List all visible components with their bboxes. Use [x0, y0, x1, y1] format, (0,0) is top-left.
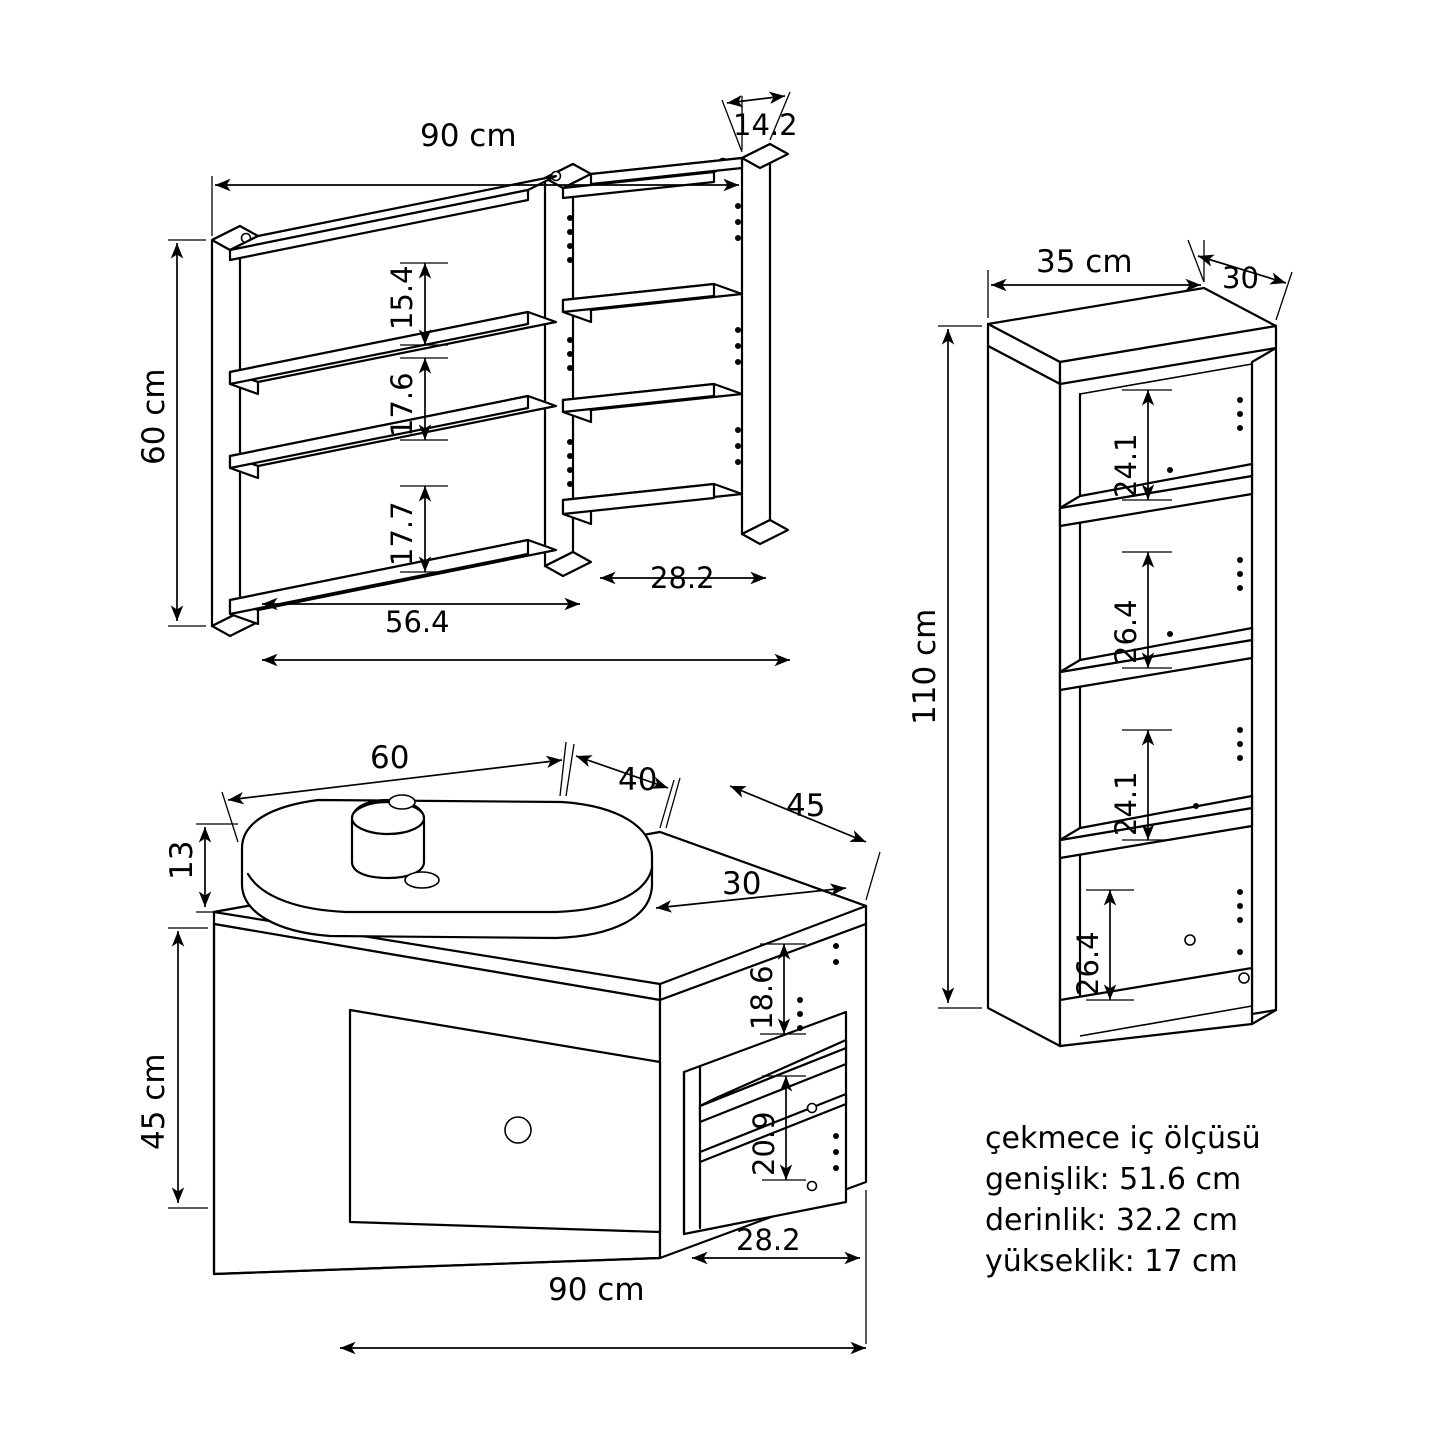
dim-column-height: 110 cm: [907, 608, 943, 725]
dim-column-gap-1: 24.1: [1109, 433, 1143, 498]
dim-section-left: 56.4: [385, 605, 450, 639]
dim-shelf-height: 60 cm: [136, 368, 172, 465]
view-wall-shelf-unit: [136, 92, 798, 660]
note-line-width: genişlik: 51.6 cm: [985, 1162, 1242, 1197]
dim-column-width: 35 cm: [1036, 244, 1133, 280]
dim-column-gap-2: 26.4: [1109, 599, 1143, 664]
dim-cabinet-depth: 45: [786, 788, 826, 824]
dim-basin-height: 13: [164, 840, 200, 880]
note-line-depth: derinlik: 32.2 cm: [985, 1203, 1238, 1238]
drawer-inner-dimensions-note: [985, 1118, 1261, 1282]
dim-column-gap-4: 26.4: [1071, 931, 1105, 996]
dim-top-depth: 30: [722, 866, 762, 902]
note-line-height: yükseklik: 17 cm: [985, 1244, 1238, 1279]
dim-niche-width: 28.2: [736, 1223, 801, 1257]
dim-cabinet-height: 45 cm: [136, 1053, 172, 1150]
dim-shelf-depth: 14.2: [733, 108, 798, 142]
dim-niche-lower: 20.9: [747, 1111, 781, 1176]
dim-section-right: 28.2: [650, 561, 715, 595]
dim-gap-mid: 17.6: [385, 372, 419, 437]
dim-gap-bottom: 17.7: [385, 501, 419, 566]
dim-total-width: 90 cm: [548, 1272, 645, 1308]
dim-column-depth: 30: [1222, 261, 1259, 295]
view-vanity-unit: [136, 740, 880, 1348]
dim-basin-width: 60: [370, 740, 410, 776]
note-title: çekmece iç ölçüsü: [985, 1121, 1261, 1156]
dim-shelf-width: 90 cm: [420, 118, 517, 154]
dim-column-gap-3: 24.1: [1109, 771, 1143, 836]
dim-gap-top: 15.4: [385, 265, 419, 330]
dim-basin-depth: 40: [618, 762, 658, 798]
dim-niche-upper: 18.6: [745, 965, 779, 1030]
view-tall-column-unit: [907, 240, 1292, 1046]
